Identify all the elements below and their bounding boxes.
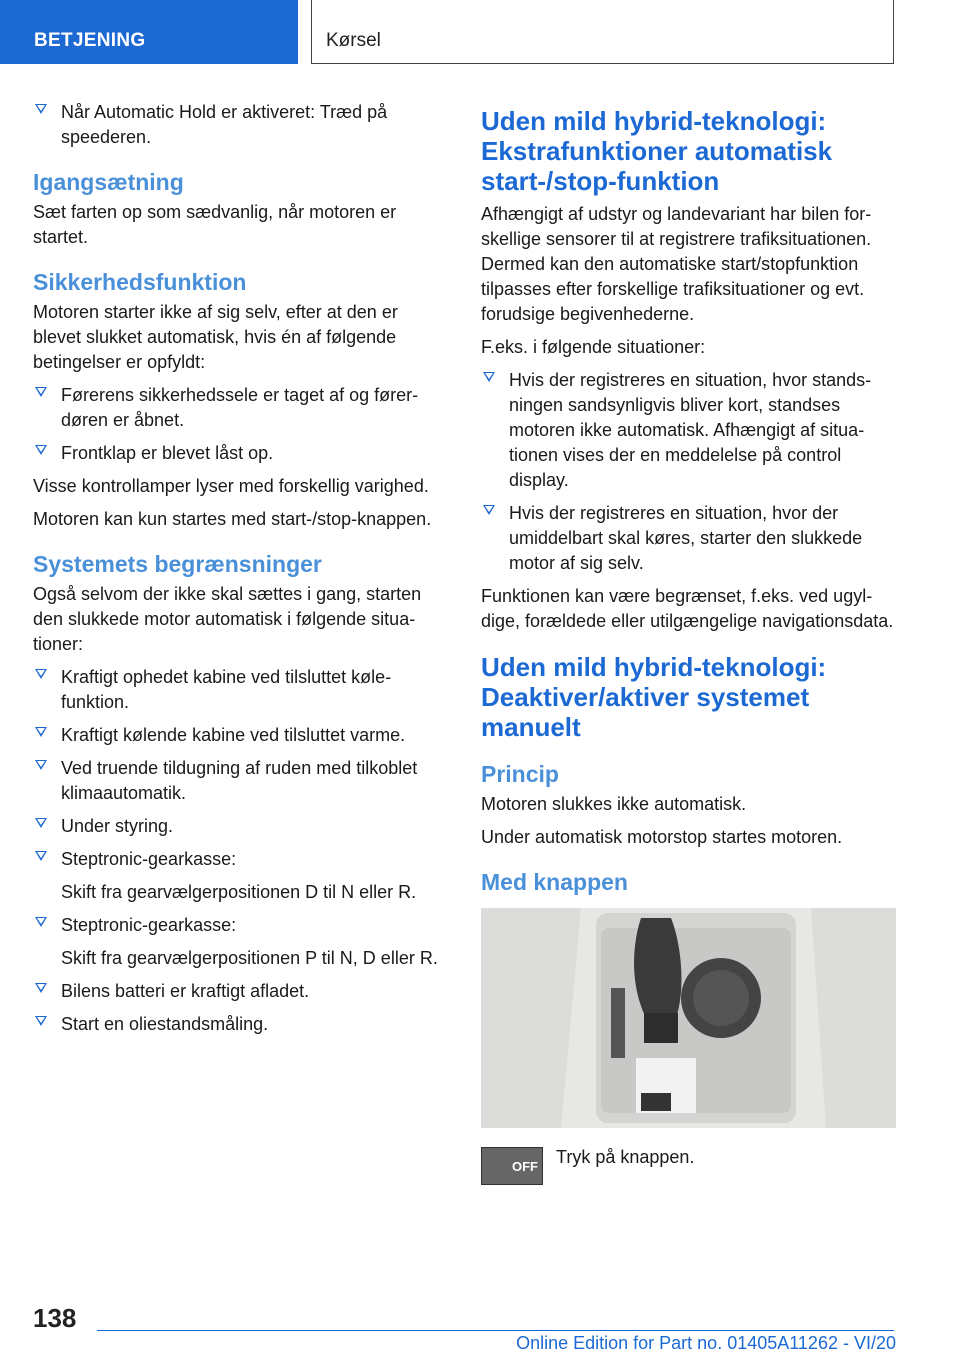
list-item: Under styring. [33,814,445,839]
button-instruction [481,1147,896,1193]
heading-princip: Princip [481,761,559,787]
right-column [481,100,896,1193]
footer-edition-text: Online Edition for Part no. 01405A11262 - VI/20 [516,1333,896,1353]
paragraph: F.eks. i følgende situationer: [481,337,706,357]
list-item: Kraftigt ophedet kabine ved tilsluttet kølefunktion. [33,665,445,715]
center-console-photo [481,908,896,1128]
left-column [33,100,445,1045]
list-item: Steptronic-gearkasse: Skift fra gearvælgerpositionen P til N, D eller R. [33,913,445,971]
sikkerhed-list [33,383,445,466]
triangle-bullet-icon [483,372,495,382]
list-item: Frontklap er blevet låst op. [33,441,445,466]
list-item: Start en oliestandsmåling. [33,1012,445,1037]
list-item: Førerens sikkerhedssele er taget af og førerdøren er åbnet. [33,383,445,433]
heading-igangsaetning: Igangsætning [33,169,184,195]
intro-list [33,100,445,150]
footer-divider [97,1330,894,1331]
page-number: 138 [33,1303,77,1333]
paragraph: Motoren starter ikke af sig selv, efter at den er blevet slukket automatisk, hvis én af følgende betingelser er opfyldt: [33,302,398,372]
paragraph: Visse kontrollamper lyser med forskellig varighed. [33,476,429,496]
heading-systemets-begraensninger: Systemets begrænsninger [33,551,322,577]
heading-med-knappen: Med knappen [481,869,628,895]
list-item: Hvis der registreres en situation, hvor der umiddelbart skal køres, starter den slukkede motor af sig selv. [481,501,896,576]
triangle-bullet-icon [35,917,47,927]
triangle-bullet-icon [35,760,47,770]
auto-start-stop-off-button-icon: OFF [481,1147,543,1185]
triangle-bullet-icon [35,983,47,993]
paragraph: Funktionen kan være begrænset, f.eks. ved ugyldige, forældede eller utilgængelige navigationsdata. [481,586,894,631]
triangle-bullet-icon [35,387,47,397]
list-item: Hvis der registreres en situation, hvor standsningen sandsynligvis bliver kort, standses motoren ikke automatisk. Afhængigt af situationen vises der en meddelelse på control display. [481,368,896,493]
heading-deaktiver-aktiver: Uden mild hybrid-teknologi: Deaktiver/aktiver systemet manuelt [481,652,827,742]
list-item: Kraftigt kølende kabine ved tilsluttet varme. [33,723,445,748]
triangle-bullet-icon [35,669,47,679]
paragraph: Motoren kan kun startes med start-/stop-knappen. [33,509,432,529]
paragraph: Afhængigt af udstyr og landevariant har bilen forskellige sensorer til at registrere trafiksituationen. Dermed kan den automatiske start/stopfunktion tilpasses efter forskellige trafiksituationer og evt. forudsige begivenhederne. [481,204,872,324]
heading-ekstrafunktioner: Uden mild hybrid-teknologi: Ekstrafunktioner automatisk start-/stop-funktion [481,106,833,196]
paragraph: Sæt farten op som sædvanlig, når motoren er startet. [33,202,397,247]
header-section-tab [0,0,298,64]
paragraph: Også selvom der ikke skal sættes i gang, starten den slukkede motor automatisk i følgende situationer: [33,584,422,654]
triangle-bullet-icon [35,727,47,737]
list-item: Når Automatic Hold er aktiveret: Træd på speederen. [33,100,445,150]
triangle-bullet-icon [35,1016,47,1026]
triangle-bullet-icon [35,818,47,828]
list-item: Ved truende tildugning af ruden med tilkoblet klimaautomatik. [33,756,445,806]
triangle-bullet-icon [483,505,495,515]
instruction-text: Tryk på knappen. [556,1147,695,1167]
header-section-label: BETJENING [34,30,146,51]
triangle-bullet-icon [35,851,47,861]
header-chapter-label: Kørsel [326,30,381,51]
list-item: Steptronic-gearkasse: Skift fra gearvælgerpositionen D til N eller R. [33,847,445,905]
triangle-bullet-icon [35,104,47,114]
ekstra-list [481,368,896,576]
paragraph: Under automatisk motorstop startes motoren. [481,827,843,847]
paragraph: Motoren slukkes ikke automatisk. [481,794,747,814]
header-chapter-box [311,0,894,64]
list-item: Bilens batteri er kraftigt afladet. [33,979,445,1004]
heading-sikkerhedsfunktion: Sikkerhedsfunktion [33,269,247,295]
triangle-bullet-icon [35,445,47,455]
graenser-list [33,665,445,1037]
